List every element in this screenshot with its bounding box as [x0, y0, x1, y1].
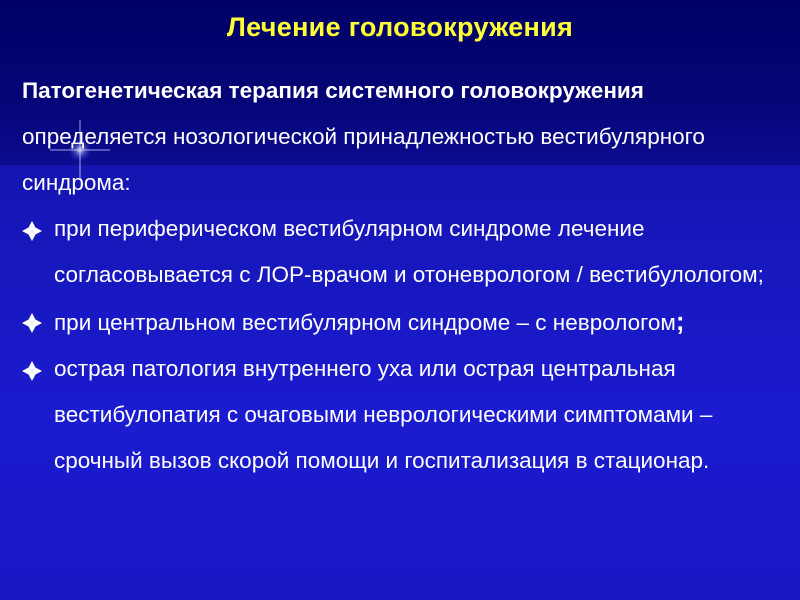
intro-bold-text: Патогенетическая терапия системного головокружения	[22, 78, 644, 103]
diamond-bullet-icon	[22, 313, 42, 333]
intro-paragraph	[22, 68, 792, 206]
bullet-text: при периферическом вестибулярном синдроме лечение согласовывается с ЛОР-врачом и отоневрологом / вестибулологом;	[54, 216, 764, 287]
bullet-list	[22, 206, 792, 484]
bullet-semicolon: ;	[675, 306, 685, 336]
list-item	[22, 346, 792, 484]
bullet-text: острая патология внутреннего уха или острая центральная вестибулопатия с очаговыми неврологическими симптомами – срочный вызов скорой помощи и госпитализация в стационар.	[54, 356, 713, 473]
list-item	[22, 206, 792, 298]
diamond-bullet-icon	[22, 221, 42, 241]
diamond-bullet-icon	[22, 361, 42, 381]
intro-regular-text: определяется нозологической принадлежностью вестибулярного синдрома:	[22, 124, 705, 195]
bullet-text: при центральном вестибулярном синдроме – с неврологом	[54, 310, 676, 335]
slide-content	[22, 68, 792, 484]
slide-title: Лечение головокружения	[226, 12, 574, 42]
list-item	[22, 298, 792, 346]
